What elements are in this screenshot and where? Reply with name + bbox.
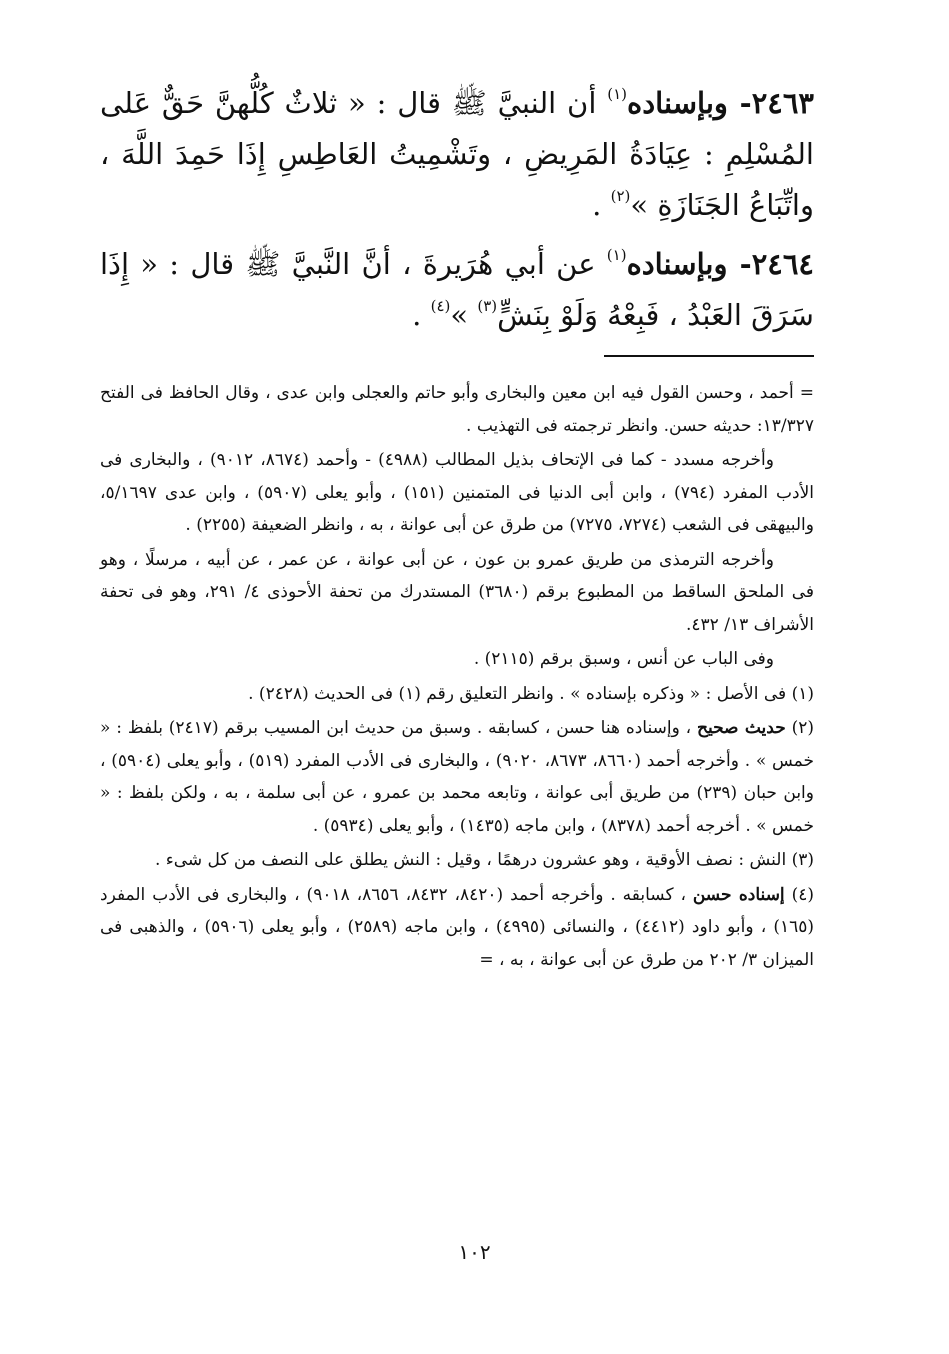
footnote-ref: (١) bbox=[606, 246, 627, 264]
footnotes bbox=[100, 377, 814, 976]
grading: إسناده حسن bbox=[692, 884, 785, 905]
note-paragraph: وأخرجه الترمذى من طريق عمرو بن عون ، عن أبى عوانة ، عن عمر ، عن أبيه ، مرسلًا ، وهو فى الملحق الساقط من المطبوع برقم (٣٦٨٠) المستدرك من تحفة الأحوذى ٤/ ٢٩١، وهو فى تحفة الأشراف ١٣/ ٤٣٢. bbox=[100, 549, 815, 635]
footnote-ref: (٣) bbox=[477, 297, 498, 315]
note-continued: = أحمد ، وحسن القول فيه ابن معين والبخارى وأبو حاتم والعجلى وابن عدى ، وقال الحافظ فى الفتح ١٣/٣٢٧: حديثه حسن. وانظر ترجمته فى التهذيب . bbox=[100, 383, 814, 436]
hadith-end: . bbox=[592, 188, 611, 222]
hadith-lead: وبإسناده bbox=[626, 247, 740, 281]
page-body bbox=[100, 78, 814, 1318]
footnote-ref: (٢) bbox=[610, 187, 631, 205]
hadith-2464 bbox=[100, 239, 814, 341]
hadith-lead: وبإسناده bbox=[627, 86, 740, 120]
hadith-number: ٢٤٦٤- bbox=[739, 247, 814, 281]
footnote-4 bbox=[100, 879, 814, 977]
note-paragraph: وفى الباب عن أنس ، وسبق برقم (٢١١٥) . bbox=[473, 649, 774, 669]
hadith-number: ٢٤٦٣- bbox=[739, 86, 814, 120]
footnote-ref: (١) bbox=[607, 85, 628, 103]
hadith-text: أن النبيَّ ﷺ قال : « ثلاثٌ كُلُّهنَّ حَقٌّ عَلى المُسْلِمِ : عِيَادَةُ المَرِيضِ ، وتَشْمِيتُ العَاطِسِ إِذَا حَمِدَ اللَّهَ ، واتِّبَاعُ الجَنَازَةِ » bbox=[100, 86, 814, 222]
hadith-end: . bbox=[412, 298, 431, 332]
footnote-ref: (٤) bbox=[430, 297, 451, 315]
footnote-text: ، وإسناده هنا حسن ، كسابقه . وسبق من حديث ابن المسيب برقم (٢٤١٧) بلفظ : « خمس » . وأخرجه أحمد (٨٦٦٠، ٨٦٧٣، ٩٠٢٠) ، والبخارى فى الأدب المفرد (٥١٩) ، وأبو يعلى (٥٩٠٤) ، وابن حبان (٢٣٩) من طريق أبى عوانة ، وتابعه محمد بن عمرو ، عن أبى سلمة ، به ، ولكن بلفظ : « خمس » . أخرجه أحمد (٨٣٧٨) ، وابن ماجه (١٤٣٥) ، وأبو يعلى (٥٩٣٤) . bbox=[100, 718, 814, 836]
hadith-text: عن أبي هُرَيرةَ ، أنَّ النَّبيَّ ﷺ قال : « إِذَا سَرَقَ العَبْدُ ، فَبِعْهُ وَلَوْ بِنَشٍّ bbox=[100, 247, 814, 332]
footnote-text: ، كسابقه . وأخرجه أحمد (٨٤٢٠، ٨٤٣٢، ٨٦٥٦، ٩٠١٨) ، والبخارى فى الأدب المفرد (١٦٥) ، وأبو داود (٤٤١٢) ، والنسائى (٤٩٩٥) ، وابن ماجه (٢٥٨٩) ، وأبو يعلى (٥٩٠٦) ، والذهبى فى الميزان ٣/ ٢٠٢ من طرق عن أبى عوانة ، به ، = bbox=[100, 884, 815, 970]
note-paragraph: وأخرجه مسدد - كما فى الإتحاف بذيل المطالب (٤٩٨٨) - وأحمد (٨٦٧٤، ٩٠١٢) ، والبخارى فى الأدب المفرد (٧٩٤) ، وابن أبى الدنيا فى المتمنين (١٥١) ، وأبو يعلى (٥٩٠٧) ، وابن عدى ٥/١٦٩٧، والبيهقى فى الشعب (٧٢٧٤، ٧٢٧٥) من طرق عن أبى عوانة ، به ، وانظر الضعيفة (٢٢٥٥) . bbox=[100, 450, 814, 535]
page-number: ١٠٢ bbox=[458, 1240, 491, 1264]
hadith-2463 bbox=[100, 78, 814, 231]
hadith-text-close: » bbox=[450, 298, 478, 332]
footnote-marker: (٢) bbox=[785, 718, 815, 738]
footnote-2 bbox=[100, 712, 814, 842]
grading: حديث صحيح bbox=[696, 718, 786, 738]
footnote-separator bbox=[604, 355, 814, 357]
footnote-3: (٣) النش : نصف الأوقية ، وهو عشرون درهمًا ، وقيل : النش يطلق على النصف من كل شىء . bbox=[154, 850, 814, 870]
footnote-1: (١) فى الأصل : « وذكره بإسناده » . وانظر التعليق رقم (١) فى الحديث (٢٤٢٨) . bbox=[248, 683, 814, 704]
footnote-marker: (٤) bbox=[784, 884, 815, 905]
